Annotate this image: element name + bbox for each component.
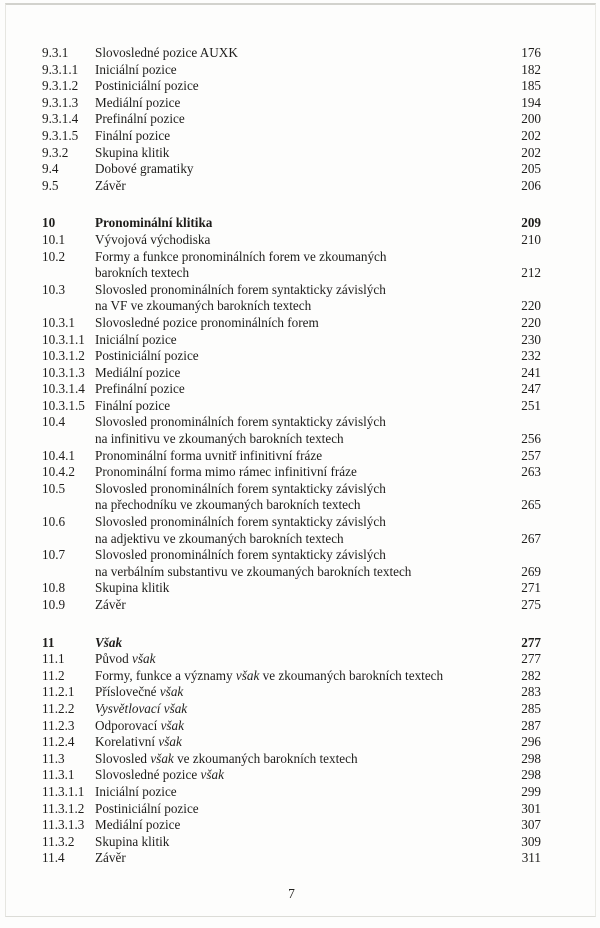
entry-title: Iniciální pozice: [95, 61, 177, 77]
entry-number: 11.2.4: [42, 734, 75, 750]
toc-entry-line: [42, 62, 541, 79]
entry-title: Slovosled pronominálních forem syntakticky závislých: [95, 514, 386, 530]
entry-number: 11.3.1.1: [42, 783, 85, 799]
entry-page: 267: [521, 530, 541, 546]
entry-title: Závěr: [95, 597, 126, 612]
toc-entry-line: [42, 145, 541, 162]
entry-title: Slovosled pronominálních forem syntakticky závislých: [95, 281, 386, 297]
toc-entry-line: [42, 651, 541, 668]
entry-page: 206: [521, 177, 541, 193]
entry-page: 185: [521, 78, 541, 94]
entry-title: na verbálním substantivu ve zkoumaných barokních textech: [95, 563, 412, 579]
toc-entry-line: [42, 215, 541, 232]
entry-page: 232: [521, 348, 541, 364]
toc-entry-line: [42, 95, 541, 112]
entry-page: 307: [521, 817, 541, 833]
entry-title: Finální pozice: [95, 397, 171, 413]
entry-page: 182: [521, 61, 541, 77]
entry-number: 9.3.1.5: [42, 127, 79, 143]
toc-entry-line: [42, 414, 541, 431]
entry-number: 10.3.1.3: [42, 364, 85, 380]
toc-entry-line: [42, 701, 541, 718]
entry-number: 9.3.1: [42, 45, 69, 60]
toc-entry-line: [42, 734, 541, 751]
toc-entry-line: [42, 332, 541, 349]
entry-page: 241: [521, 364, 541, 380]
entry-number: 10.2: [42, 248, 66, 264]
entry-page: 200: [521, 111, 541, 127]
entry-number: 11.2: [42, 667, 65, 683]
entry-title: Původ však: [95, 651, 156, 667]
entry-number: 10.8: [42, 580, 66, 596]
toc-entry-line: [42, 597, 541, 614]
entry-number: 9.3.1.1: [42, 61, 79, 77]
entry-number: 10.7: [42, 547, 66, 563]
toc-entry-line: [42, 315, 541, 332]
entry-number: 10.4.2: [42, 464, 75, 480]
entry-page: 287: [521, 717, 541, 733]
entry-title: na přechodníku ve zkoumaných barokních textech: [95, 497, 361, 513]
toc-entry-line: [42, 381, 541, 398]
toc-entry-line: [42, 834, 541, 851]
entry-page: 263: [521, 464, 541, 480]
entry-title: Iniciální pozice: [95, 783, 177, 799]
entry-page: 251: [521, 397, 541, 413]
toc-entry-line: [42, 365, 541, 382]
toc-entry-line: [42, 784, 541, 801]
entry-number: 10.3: [42, 281, 66, 297]
entry-title: Pronominální forma uvnitř infinitivní fráze: [95, 447, 323, 463]
entry-page: 256: [521, 431, 541, 447]
entry-number: 11.3.1: [42, 767, 75, 783]
page-footer: [42, 886, 541, 902]
entry-title: Vývojová východiska: [95, 231, 211, 247]
entry-page: 205: [521, 161, 541, 177]
entry-number: 9.3.2: [42, 144, 69, 160]
entry-page: 265: [521, 497, 541, 513]
toc-entry-line: [42, 128, 541, 145]
entry-number: 11.2.1: [42, 684, 75, 700]
entry-number: 10.6: [42, 514, 66, 530]
entry-title: Pronominální klitika: [95, 215, 213, 231]
toc-entry-line: [42, 45, 541, 62]
entry-title: Postiniciální pozice: [95, 348, 199, 364]
entry-number: 10.3.1.1: [42, 331, 85, 347]
table-of-contents: [42, 45, 541, 867]
toc-entry-line: [42, 718, 541, 735]
toc-entry-line: [42, 481, 541, 498]
toc-entry-line: [42, 431, 541, 448]
entry-page: 212: [521, 265, 541, 281]
toc-entry-line: [42, 161, 541, 178]
toc-entry-line: [42, 78, 541, 95]
entry-number: 11.3: [42, 750, 65, 766]
entry-title: Mediální pozice: [95, 817, 181, 833]
entry-title: Skupina klitik: [95, 833, 170, 849]
entry-number: 10.3.1.2: [42, 348, 85, 364]
entry-page: 311: [521, 850, 541, 866]
entry-page: 299: [521, 783, 541, 799]
entry-number: 9.4: [42, 161, 59, 177]
toc-entry-line: [42, 751, 541, 768]
toc-section: [42, 215, 541, 613]
entry-number: 11.1: [42, 651, 65, 667]
toc-entry-line: [42, 448, 541, 465]
toc-section: [42, 45, 541, 194]
entry-title: na infinitivu ve zkoumaných barokních textech: [95, 431, 344, 447]
entry-number: 9.3.1.3: [42, 94, 79, 110]
entry-page: 285: [521, 700, 541, 716]
toc-entry-line: [42, 232, 541, 249]
entry-number: 9.3.1.4: [42, 111, 79, 127]
toc-entry-line: [42, 265, 541, 282]
entry-page: 176: [521, 45, 541, 60]
entry-page: 301: [521, 800, 541, 816]
entry-title: Pronominální forma mimo rámec infinitivní fráze: [95, 464, 357, 480]
entry-page: 247: [521, 381, 541, 397]
entry-number: 10.1: [42, 231, 66, 247]
entry-title: Skupina klitik: [95, 580, 170, 596]
entry-page: 275: [521, 597, 541, 612]
toc-section: [42, 635, 541, 867]
entry-number: 10.4: [42, 414, 66, 430]
entry-title: Iniciální pozice: [95, 331, 177, 347]
entry-page: 296: [521, 734, 541, 750]
entry-title: Závěr: [95, 850, 126, 866]
entry-title: barokních textech: [95, 265, 190, 281]
entry-title: na VF ve zkoumaných barokních textech: [95, 298, 312, 314]
entry-number: 9.5: [42, 177, 59, 193]
toc-entry-line: [42, 249, 541, 266]
toc-entry-line: [42, 178, 541, 195]
entry-number: 10: [42, 215, 56, 231]
toc-entry-line: [42, 668, 541, 685]
toc-entry-line: [42, 298, 541, 315]
entry-title: Formy, funkce a významy však ve zkoumaných barokních textech: [95, 667, 444, 683]
entry-number: 11.2.2: [42, 700, 75, 716]
entry-page: 202: [521, 144, 541, 160]
entry-number: 11.3.2: [42, 833, 75, 849]
entry-title: Slovosledné pozice však: [95, 767, 224, 783]
entry-page: 269: [521, 563, 541, 579]
entry-title: Slovosled však ve zkoumaných barokních textech: [95, 750, 358, 766]
toc-entry-line: [42, 464, 541, 481]
entry-title: Prefinální pozice: [95, 111, 185, 127]
entry-number: 10.4.1: [42, 447, 75, 463]
toc-entry-line: [42, 111, 541, 128]
entry-title: Formy a funkce pronominálních forem ve zkoumaných: [95, 248, 387, 264]
entry-number: 10.9: [42, 597, 66, 612]
page-number: 7: [288, 886, 295, 901]
entry-page: 309: [521, 833, 541, 849]
entry-title: Slovosled pronominálních forem syntakticky závislých: [95, 547, 386, 563]
entry-page: 194: [521, 94, 541, 110]
entry-title: na adjektivu ve zkoumaných barokních textech: [95, 530, 344, 546]
entry-page: 209: [521, 215, 541, 231]
toc-entry-line: [42, 817, 541, 834]
entry-title: Mediální pozice: [95, 94, 181, 110]
entry-number: 11.2.3: [42, 717, 75, 733]
entry-number: 10.3.1.5: [42, 397, 85, 413]
entry-number: 11.4: [42, 850, 65, 866]
toc-entry-line: [42, 398, 541, 415]
entry-page: 271: [521, 580, 541, 596]
entry-title: Finální pozice: [95, 127, 171, 143]
entry-page: 220: [521, 314, 541, 330]
entry-page: 202: [521, 127, 541, 143]
entry-page: 277: [521, 634, 541, 650]
entry-title: Vysvětlovací však: [95, 700, 188, 716]
toc-entry-line: [42, 547, 541, 564]
entry-title: Slovosled pronominálních forem syntakticky závislých: [95, 414, 386, 430]
entry-title: Příslovečné však: [95, 684, 184, 700]
toc-entry-line: [42, 514, 541, 531]
entry-number: 10.3.1.4: [42, 381, 85, 397]
toc-entry-line: [42, 282, 541, 299]
entry-page: 220: [521, 298, 541, 314]
entry-page: 230: [521, 331, 541, 347]
toc-entry-line: [42, 767, 541, 784]
toc-entry-line: [42, 531, 541, 548]
entry-title: Slovosledné pozice pronominálních forem: [95, 314, 319, 330]
entry-title: Mediální pozice: [95, 364, 181, 380]
entry-page: 210: [521, 231, 541, 247]
toc-entry-line: [42, 635, 541, 652]
toc-entry-line: [42, 801, 541, 818]
entry-title: Slovosled pronominálních forem syntakticky závislých: [95, 480, 386, 496]
entry-number: 9.3.1.2: [42, 78, 79, 94]
entry-page: 298: [521, 767, 541, 783]
entry-title: Odporovací však: [95, 717, 184, 733]
entry-page: 257: [521, 447, 541, 463]
toc-entry-line: [42, 684, 541, 701]
entry-number: 11.3.1.2: [42, 800, 85, 816]
entry-number: 11: [42, 634, 55, 650]
toc-entry-line: [42, 497, 541, 514]
entry-title: Postiniciální pozice: [95, 800, 199, 816]
entry-title: Dobové gramatiky: [95, 161, 194, 177]
entry-title: Skupina klitik: [95, 144, 170, 160]
toc-entry-line: [42, 850, 541, 867]
entry-number: 10.3.1: [42, 314, 75, 330]
entry-page: 283: [521, 684, 541, 700]
entry-title: Však: [95, 634, 123, 650]
toc-entry-line: [42, 564, 541, 581]
entry-title: Závěr: [95, 177, 126, 193]
entry-title: Korelativní však: [95, 734, 182, 750]
entry-number: 11.3.1.3: [42, 817, 85, 833]
entry-title: Slovosledné pozice AUXK: [95, 45, 238, 60]
entry-page: 277: [521, 651, 541, 667]
toc-entry-line: [42, 580, 541, 597]
entry-title: Prefinální pozice: [95, 381, 185, 397]
entry-number: 10.5: [42, 480, 66, 496]
entry-page: 282: [521, 667, 541, 683]
entry-title: Postiniciální pozice: [95, 78, 199, 94]
toc-entry-line: [42, 348, 541, 365]
entry-page: 298: [521, 750, 541, 766]
